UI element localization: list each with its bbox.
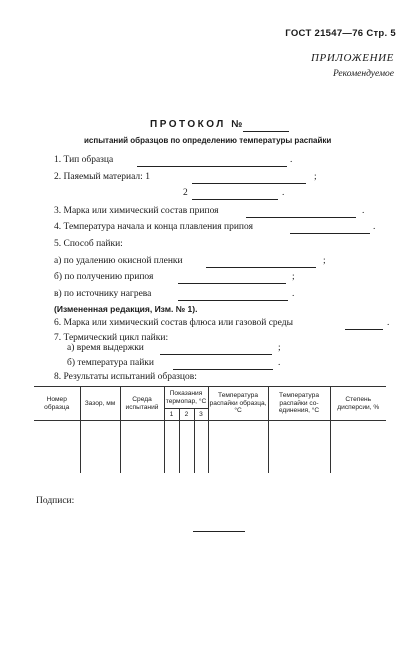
- item-hold-time-semicolon: ;: [278, 343, 281, 353]
- blank-hold-time: [160, 354, 272, 355]
- item-sample-type-dot: .: [290, 155, 293, 165]
- item-test-results: 8. Результаты испытаний образцов:: [54, 372, 197, 382]
- item-solder-grade: 3. Марка или химический состав припоя: [54, 206, 219, 216]
- col-gap: Зазор, мм: [80, 387, 120, 421]
- col-thermocouple-2: 2: [179, 409, 194, 421]
- blank-soldering-temperature: [173, 369, 273, 370]
- col-dispersion-degree: Степень дисперсии, %: [330, 387, 386, 421]
- item-sample-type: 1. Тип образца: [54, 155, 114, 165]
- item-soldering-temperature-dot: .: [278, 358, 281, 368]
- protocol-number-blank: [243, 131, 289, 132]
- table-row: [34, 421, 386, 473]
- col-thermocouple-readings: Показания термопар, °С: [164, 387, 208, 409]
- item-solder-obtaining-semicolon: ;: [292, 272, 295, 282]
- protocol-title: ПРОТОКОЛ №: [150, 119, 245, 130]
- signature-line: [193, 531, 245, 532]
- col-thermocouple-3: 3: [194, 409, 208, 421]
- item-thermal-cycle: 7. Термический цикл пайки:: [54, 333, 169, 343]
- col-thermocouple-1: 1: [164, 409, 179, 421]
- item-flux-grade: 6. Марка или химический состав флюса или газовой среды: [54, 318, 293, 328]
- protocol-subtitle: испытаний образцов по определению температуры распайки: [84, 136, 332, 145]
- item-material-2: 2: [183, 188, 188, 198]
- col-sample-debonding-temp: Температура распайки образца, °С: [208, 387, 268, 421]
- blank-melting-temperature: [290, 233, 370, 234]
- item-flux-grade-dot: .: [387, 318, 390, 328]
- item-soldering-method: 5. Способ пайки:: [54, 239, 123, 249]
- signatures-label: Подписи:: [36, 496, 75, 506]
- col-joint-debonding-temp: Температура распайки со-единения, °С: [268, 387, 330, 421]
- item-melting-temperature-dot: .: [373, 222, 376, 232]
- item-oxide-removal-semicolon: ;: [323, 256, 326, 266]
- blank-material-1: [192, 183, 306, 184]
- item-material-2-dot: .: [282, 188, 285, 198]
- item-melting-temperature: 4. Температура начала и конца плавления припоя: [54, 222, 253, 232]
- blank-flux-grade: [345, 329, 383, 330]
- appendix-subtitle: Рекомендуемое: [332, 69, 394, 79]
- item-hold-time: а) время выдержки: [67, 343, 144, 353]
- gost-page-header: ГОСТ 21547—76 Стр. 5: [285, 28, 396, 39]
- item-material-semicolon: ;: [314, 172, 317, 182]
- item-solder-obtaining: б) по получению припоя: [54, 272, 154, 282]
- item-oxide-removal: а) по удалению окисной пленки: [54, 256, 183, 266]
- item-soldering-temperature: б) температура пайки: [67, 358, 154, 368]
- blank-solder-grade: [246, 217, 356, 218]
- item-material: 2. Паяемый материал: 1: [54, 172, 150, 182]
- item-solder-grade-dot: .: [362, 206, 365, 216]
- blank-heat-source: [178, 300, 288, 301]
- appendix-title: ПРИЛОЖЕНИЕ: [311, 52, 394, 64]
- col-sample-number: Номер образца: [34, 387, 80, 421]
- item-heat-source-dot: .: [292, 289, 295, 299]
- item-heat-source: в) по источнику нагрева: [54, 289, 152, 299]
- col-test-medium: Среда испытаний: [120, 387, 164, 421]
- blank-material-2: [192, 199, 278, 200]
- results-table: [34, 386, 386, 473]
- blank-sample-type: [137, 166, 287, 167]
- blank-oxide-removal: [206, 267, 316, 268]
- blank-solder-obtaining: [178, 283, 286, 284]
- amendment-note: (Измененная редакция, Изм. № 1).: [54, 304, 198, 314]
